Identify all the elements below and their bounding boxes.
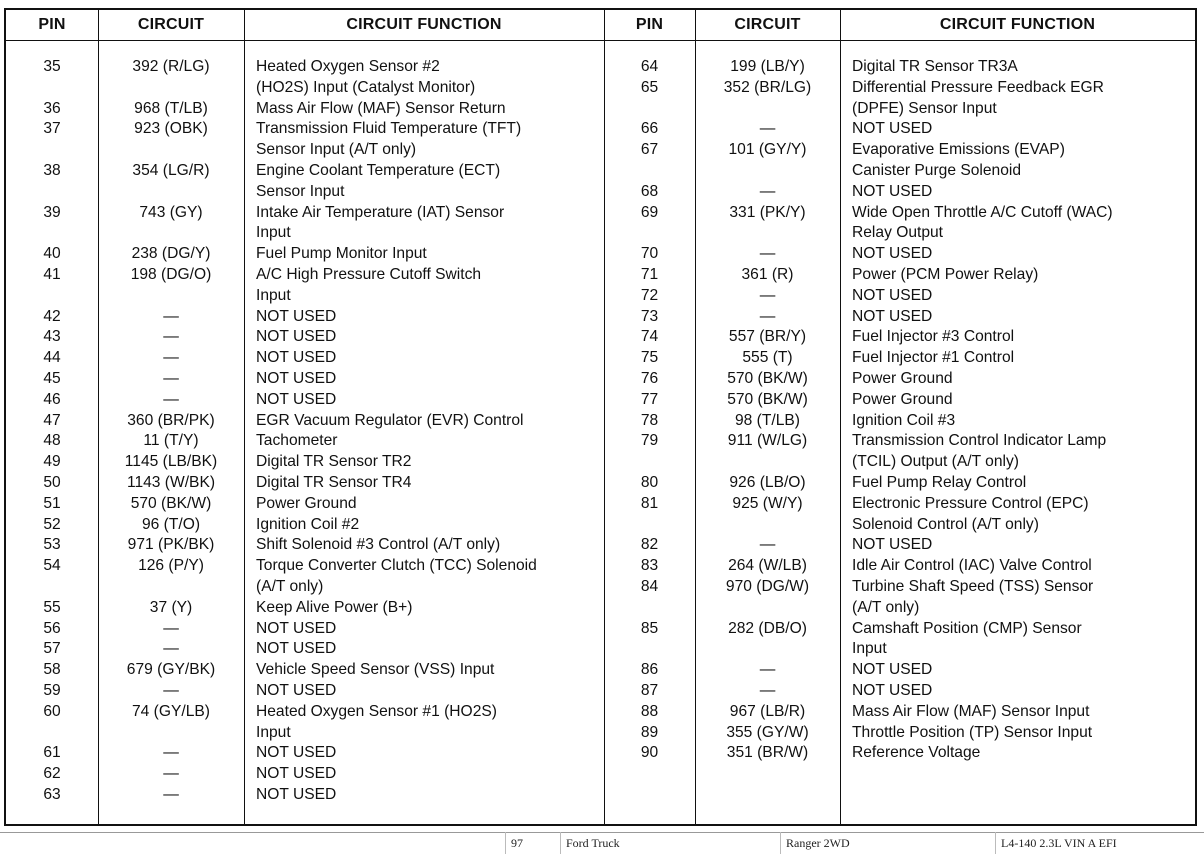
function-cell: Keep Alive Power (B+) xyxy=(256,598,413,616)
circuit-cell: — xyxy=(759,182,776,200)
pin-cell: 60 xyxy=(43,702,61,720)
pin-cell: 61 xyxy=(43,744,61,762)
table-row xyxy=(6,472,1195,493)
circuit-cell: 355 (GY/W) xyxy=(726,723,809,741)
pin-cell: 77 xyxy=(640,390,659,408)
pin-cell: 75 xyxy=(640,349,659,367)
function-cell: Sensor Input xyxy=(256,182,345,200)
pin-cell: 57 xyxy=(43,640,61,658)
pin-cell: 48 xyxy=(43,432,61,450)
function-cell: Sensor Input (A/T only) xyxy=(256,141,417,159)
circuit-cell: 37 (Y) xyxy=(149,598,193,616)
pin-cell: 62 xyxy=(43,765,61,783)
table-row xyxy=(6,493,1195,514)
function-cell: NOT USED xyxy=(852,682,933,699)
table-row xyxy=(6,742,1195,763)
pin-cell: 41 xyxy=(43,266,61,283)
circuit-cell: — xyxy=(759,536,776,554)
function-cell: Throttle Position (TP) Sensor Input xyxy=(852,723,1093,741)
circuit-cell: 925 (W/Y) xyxy=(732,494,803,512)
circuit-cell: 351 (BR/W) xyxy=(726,744,809,762)
circuit-cell xyxy=(695,597,840,618)
function-cell: Power Ground xyxy=(256,494,357,512)
pin-cell: 56 xyxy=(43,619,61,637)
header-circuit-right: CIRCUIT xyxy=(734,16,801,33)
circuit-cell xyxy=(695,451,840,472)
table-row xyxy=(6,98,1195,119)
function-cell: NOT USED xyxy=(256,390,337,408)
pin-cell: 52 xyxy=(43,515,61,533)
circuit-cell: 392 (R/LG) xyxy=(132,58,210,75)
circuit-cell: — xyxy=(759,245,776,263)
pin-cell: 53 xyxy=(43,536,61,554)
circuit-cell: — xyxy=(163,307,179,325)
table-row xyxy=(6,389,1195,410)
function-cell: Intake Air Temperature (IAT) Sensor xyxy=(256,203,505,221)
pin-cell xyxy=(604,597,695,618)
footer-page-number: 97 xyxy=(511,836,523,850)
function-cell: (TCIL) Output (A/T only) xyxy=(852,453,1019,471)
pin-cell: 49 xyxy=(43,453,61,471)
circuit-cell: — xyxy=(163,744,179,762)
circuit-cell: — xyxy=(163,619,179,637)
pin-cell: 36 xyxy=(43,99,61,117)
pin-cell: 43 xyxy=(43,328,61,346)
pin-cell xyxy=(604,451,695,472)
function-cell: Digital TR Sensor TR4 xyxy=(256,474,412,491)
pin-cell: 79 xyxy=(640,432,659,450)
function-cell: Fuel Pump Monitor Input xyxy=(256,245,427,263)
function-cell: Reference Voltage xyxy=(852,744,981,762)
function-cell: Tachometer xyxy=(256,432,338,450)
table-row xyxy=(6,555,1195,576)
pin-cell: 90 xyxy=(640,744,659,762)
function-cell: Mass Air Flow (MAF) Sensor Return xyxy=(256,99,506,117)
function-cell: Turbine Shaft Speed (TSS) Sensor xyxy=(852,578,1094,595)
function-cell: NOT USED xyxy=(256,640,337,658)
circuit-cell: 743 (GY) xyxy=(139,203,203,221)
pin-cell: 45 xyxy=(43,370,61,387)
pin-cell: 63 xyxy=(43,786,61,803)
pin-cell: 70 xyxy=(640,245,659,263)
function-cell: NOT USED xyxy=(852,120,933,138)
function-cell: Input xyxy=(256,224,291,242)
circuit-cell: 1145 (LB/BK) xyxy=(124,453,218,471)
function-cell: Heated Oxygen Sensor #1 (HO2S) xyxy=(256,702,497,720)
table-row xyxy=(6,597,1195,618)
header-divider xyxy=(6,40,1195,41)
function-cell: (A/T only) xyxy=(852,598,920,616)
table-row xyxy=(6,118,1195,139)
table-row xyxy=(6,56,1195,77)
circuit-cell: 199 (LB/Y) xyxy=(730,58,805,75)
table-row xyxy=(6,534,1195,555)
table-row xyxy=(6,618,1195,639)
function-cell: Ignition Coil #3 xyxy=(852,411,956,429)
table-row xyxy=(6,222,1195,243)
function-cell: Vehicle Speed Sensor (VSS) Input xyxy=(256,661,495,679)
circuit-cell: 360 (BR/PK) xyxy=(127,411,215,429)
table-row xyxy=(6,638,1195,659)
function-cell: (A/T only) xyxy=(256,578,324,595)
table-row xyxy=(6,160,1195,181)
function-cell: Fuel Injector #3 Control xyxy=(852,328,1015,346)
function-cell: Torque Converter Clutch (TCC) Solenoid xyxy=(256,557,537,575)
circuit-cell: — xyxy=(759,307,776,325)
pin-cell: 69 xyxy=(640,203,659,221)
pin-cell xyxy=(604,514,695,535)
pin-cell: 42 xyxy=(43,307,61,325)
circuit-cell: 923 (OBK) xyxy=(134,120,208,138)
pin-cell: 67 xyxy=(640,141,659,159)
pin-cell: 84 xyxy=(640,578,659,595)
function-cell: Shift Solenoid #3 Control (A/T only) xyxy=(256,536,501,554)
pin-cell: 73 xyxy=(640,307,659,325)
header-function-right: CIRCUIT FUNCTION xyxy=(939,16,1096,33)
circuit-cell: 967 (LB/R) xyxy=(729,702,806,720)
table-row xyxy=(6,77,1195,98)
function-cell: Heated Oxygen Sensor #2 xyxy=(256,58,440,75)
table-row xyxy=(6,285,1195,306)
circuit-cell xyxy=(695,514,840,535)
circuit-cell: — xyxy=(163,640,179,658)
pin-cell xyxy=(604,98,695,119)
circuit-cell: 557 (BR/Y) xyxy=(728,328,807,346)
pin-cell: 76 xyxy=(640,370,659,387)
circuit-cell: — xyxy=(759,661,776,679)
pin-cell: 82 xyxy=(640,536,659,554)
pin-cell: 65 xyxy=(640,78,659,96)
function-cell: EGR Vacuum Regulator (EVR) Control xyxy=(256,411,524,429)
table-row xyxy=(6,347,1195,368)
table-row xyxy=(6,784,1195,805)
circuit-cell: 570 (BK/W) xyxy=(727,390,808,408)
circuit-cell: 238 (DG/Y) xyxy=(131,245,211,263)
function-cell: Mass Air Flow (MAF) Sensor Input xyxy=(852,702,1090,720)
pin-cell: 47 xyxy=(43,411,61,429)
function-cell: NOT USED xyxy=(852,286,933,304)
pin-cell: 80 xyxy=(640,474,659,491)
table-row xyxy=(6,722,1195,743)
circuit-cell: 968 (T/LB) xyxy=(134,99,208,117)
pin-cell xyxy=(604,638,695,659)
table-row xyxy=(6,410,1195,431)
table-row xyxy=(6,451,1195,472)
function-cell: Wide Open Throttle A/C Cutoff (WAC) xyxy=(852,203,1113,221)
function-cell: (HO2S) Input (Catalyst Monitor) xyxy=(256,78,476,96)
table-row xyxy=(6,430,1195,451)
pin-cell: 83 xyxy=(640,557,659,575)
pin-table xyxy=(4,8,1197,826)
pin-cell: 58 xyxy=(43,661,61,679)
pin-cell: 40 xyxy=(43,245,61,263)
function-cell: Camshaft Position (CMP) Sensor xyxy=(852,619,1082,637)
circuit-cell xyxy=(695,638,840,659)
circuit-cell: 101 (GY/Y) xyxy=(728,141,807,159)
table-row xyxy=(6,326,1195,347)
circuit-cell: — xyxy=(759,120,776,138)
footer-make: Ford Truck xyxy=(566,836,620,850)
circuit-cell: 11 (T/Y) xyxy=(143,432,199,450)
circuit-cell: 74 (GY/LB) xyxy=(132,702,210,720)
pin-cell: 71 xyxy=(640,266,659,283)
circuit-cell: 352 (BR/LG) xyxy=(723,78,812,96)
header-function-left: CIRCUIT FUNCTION xyxy=(346,16,502,33)
table-row xyxy=(6,368,1195,389)
function-cell: Power Ground xyxy=(852,390,953,408)
pin-cell: 68 xyxy=(640,182,659,200)
page-footer xyxy=(0,832,1204,854)
function-cell: Power (PCM Power Relay) xyxy=(852,266,1039,283)
table-row xyxy=(6,701,1195,722)
pin-cell: 59 xyxy=(43,682,61,699)
function-cell: Input xyxy=(256,723,291,741)
header-circuit-left: CIRCUIT xyxy=(137,16,205,33)
pin-cell: 46 xyxy=(43,390,61,408)
table-row xyxy=(6,139,1195,160)
circuit-cell: 331 (PK/Y) xyxy=(729,203,806,221)
function-cell: NOT USED xyxy=(256,370,337,387)
function-cell: NOT USED xyxy=(852,182,933,200)
footer-engine: L4-140 2.3L VIN A EFI xyxy=(1001,836,1117,850)
pin-cell xyxy=(604,222,695,243)
pin-cell: 50 xyxy=(43,474,61,491)
pin-cell: 54 xyxy=(43,557,61,575)
pin-cell: 35 xyxy=(43,58,61,75)
footer-model: Ranger 2WD xyxy=(786,836,850,850)
function-cell: NOT USED xyxy=(852,536,933,554)
function-cell: NOT USED xyxy=(256,349,337,367)
circuit-cell: 570 (BK/W) xyxy=(130,494,212,512)
pin-cell: 39 xyxy=(43,203,61,221)
pin-cell: 38 xyxy=(43,162,61,179)
circuit-cell: 971 (PK/BK) xyxy=(127,536,215,554)
function-cell: Idle Air Control (IAC) Valve Control xyxy=(852,557,1092,575)
circuit-cell: — xyxy=(759,286,776,304)
function-cell: NOT USED xyxy=(256,682,337,699)
function-cell: Engine Coolant Temperature (ECT) xyxy=(256,162,501,179)
function-cell: NOT USED xyxy=(852,307,933,325)
pin-cell: 86 xyxy=(640,661,659,679)
function-cell: Digital TR Sensor TR3A xyxy=(852,58,1018,75)
header-pin-right: PIN xyxy=(635,16,664,33)
pin-cell: 89 xyxy=(640,723,659,741)
pin-cell: 55 xyxy=(43,598,61,616)
function-cell: Digital TR Sensor TR2 xyxy=(256,453,412,471)
circuit-cell: 361 (R) xyxy=(741,266,794,283)
pin-cell: 51 xyxy=(43,494,61,512)
circuit-cell: 911 (W/LG) xyxy=(727,432,808,450)
circuit-cell: — xyxy=(163,349,179,367)
circuit-cell xyxy=(695,98,840,119)
circuit-cell: 970 (DG/W) xyxy=(725,578,810,595)
table-row xyxy=(6,202,1195,223)
pin-cell: 81 xyxy=(640,494,659,512)
circuit-cell: 264 (W/LB) xyxy=(728,557,807,575)
table-row xyxy=(6,181,1195,202)
pin-cell: 37 xyxy=(43,120,61,138)
function-cell: Differential Pressure Feedback EGR xyxy=(852,78,1104,96)
circuit-cell: 126 (P/Y) xyxy=(138,557,204,575)
circuit-cell: 679 (GY/BK) xyxy=(126,661,216,679)
function-cell: Transmission Fluid Temperature (TFT) xyxy=(256,120,522,138)
function-cell: NOT USED xyxy=(256,744,337,762)
pin-cell: 85 xyxy=(640,619,659,637)
circuit-cell: — xyxy=(163,682,179,699)
circuit-cell xyxy=(695,160,840,181)
function-cell: Power Ground xyxy=(852,370,953,387)
function-cell: NOT USED xyxy=(852,245,933,263)
circuit-cell: — xyxy=(163,370,179,387)
pin-cell: 66 xyxy=(640,120,659,138)
pin-cell: 87 xyxy=(640,682,659,699)
circuit-cell: 96 (T/O) xyxy=(141,515,201,533)
circuit-cell: — xyxy=(163,786,179,803)
circuit-cell: 98 (T/LB) xyxy=(735,411,800,429)
function-cell: NOT USED xyxy=(256,307,337,325)
function-cell: A/C High Pressure Cutoff Switch xyxy=(256,266,482,283)
circuit-cell: 1143 (W/BK) xyxy=(126,474,216,491)
circuit-cell: — xyxy=(163,328,179,346)
function-cell: NOT USED xyxy=(852,661,933,679)
circuit-cell: — xyxy=(163,390,179,408)
table-row xyxy=(6,264,1195,285)
header-pin-left: PIN xyxy=(38,16,66,33)
function-cell: Fuel Pump Relay Control xyxy=(852,474,1027,491)
function-cell: Evaporative Emissions (EVAP) xyxy=(852,141,1065,159)
circuit-cell: 354 (LG/R) xyxy=(132,162,210,179)
pin-cell: 64 xyxy=(640,58,659,75)
circuit-cell: 926 (LB/O) xyxy=(729,474,806,491)
circuit-cell: — xyxy=(163,765,179,783)
function-cell: Solenoid Control (A/T only) xyxy=(852,515,1039,533)
pin-cell: 74 xyxy=(640,328,659,346)
function-cell: Input xyxy=(852,640,887,658)
circuit-cell: 282 (DB/O) xyxy=(728,619,807,637)
function-cell: Canister Purge Solenoid xyxy=(852,162,1022,179)
table-row xyxy=(6,680,1195,701)
table-row xyxy=(6,576,1195,597)
function-cell: Fuel Injector #1 Control xyxy=(852,349,1015,367)
function-cell: Ignition Coil #2 xyxy=(256,515,360,533)
function-cell: Input xyxy=(256,286,291,304)
circuit-cell: 570 (BK/W) xyxy=(727,370,808,387)
table-row xyxy=(6,306,1195,327)
table-row xyxy=(6,243,1195,264)
circuit-cell: — xyxy=(759,682,776,699)
table-row xyxy=(6,763,1195,784)
function-cell: NOT USED xyxy=(256,765,337,783)
function-cell: Transmission Control Indicator Lamp xyxy=(852,432,1107,450)
pin-cell: 78 xyxy=(640,411,659,429)
pin-cell: 72 xyxy=(640,286,659,304)
table-row xyxy=(6,659,1195,680)
circuit-cell: 198 (DG/O) xyxy=(130,266,212,283)
circuit-cell xyxy=(695,222,840,243)
function-cell: NOT USED xyxy=(256,619,337,637)
table-row xyxy=(6,514,1195,535)
pin-cell xyxy=(604,160,695,181)
function-cell: Electronic Pressure Control (EPC) xyxy=(852,494,1089,512)
function-cell: NOT USED xyxy=(256,328,337,346)
circuit-cell: 555 (T) xyxy=(742,349,793,367)
pin-cell: 44 xyxy=(43,349,61,367)
function-cell: (DPFE) Sensor Input xyxy=(852,99,997,117)
pin-cell: 88 xyxy=(640,702,659,720)
function-cell: NOT USED xyxy=(256,786,337,803)
function-cell: Relay Output xyxy=(852,224,944,242)
